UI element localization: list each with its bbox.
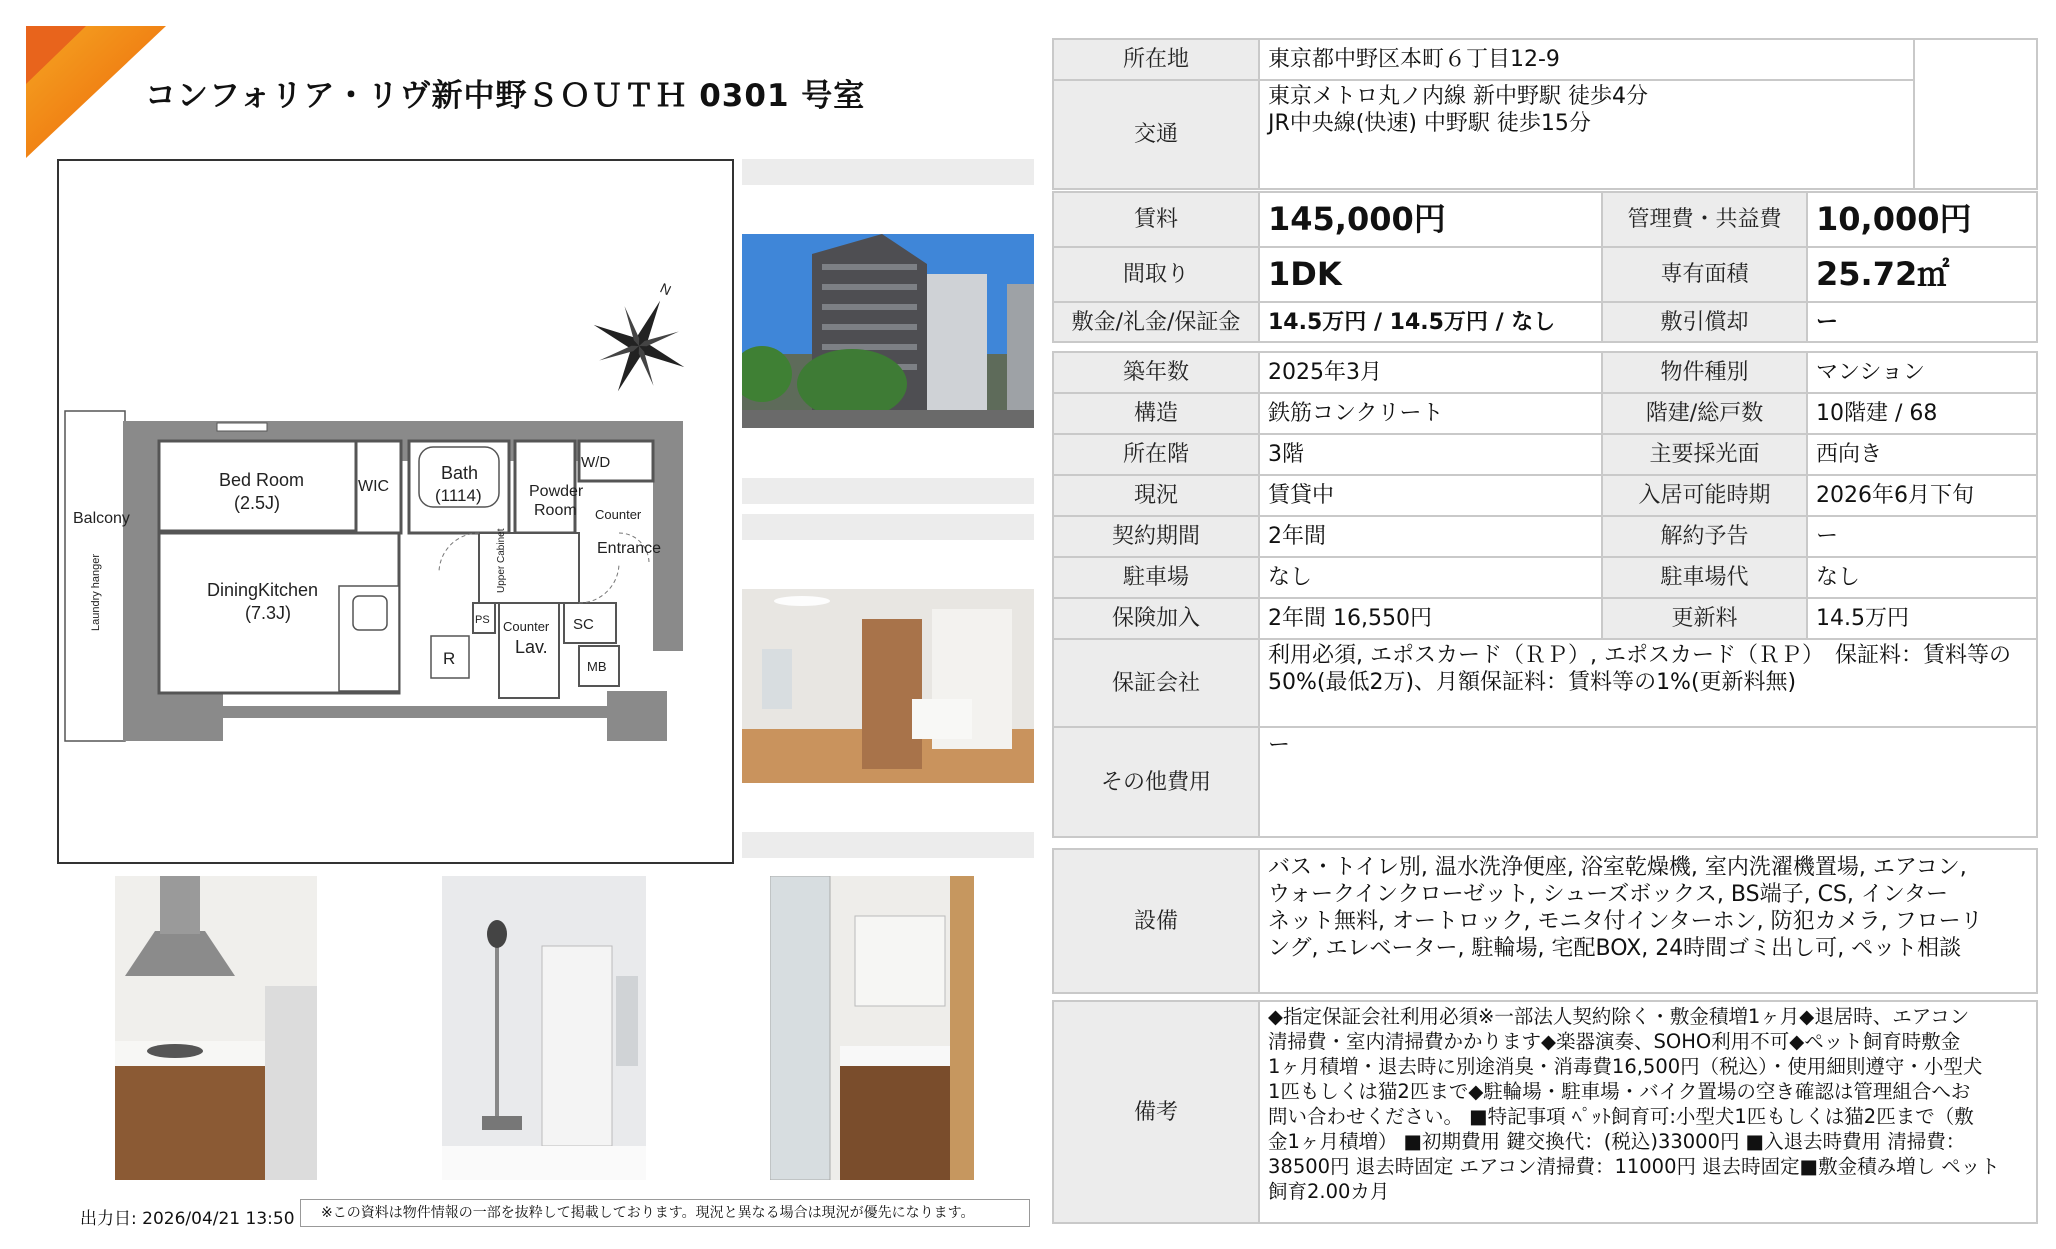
bathroom-photo xyxy=(442,876,646,1180)
r-label: R xyxy=(443,649,456,668)
interior-room-photo xyxy=(742,589,1034,783)
sc-label: SC xyxy=(573,616,594,633)
contract-label: 契約期間 xyxy=(1053,516,1259,557)
kitchen-photo xyxy=(115,876,317,1180)
building-exterior-photo xyxy=(742,234,1034,428)
equipment-label: 設備 xyxy=(1053,849,1259,993)
notes-line-3: 1ヶ月積増・退去時に別途消臭・消毒費16,500円（税込）・使用細則遵守・小型犬 xyxy=(1268,1055,1983,1078)
notice-value: ー xyxy=(1807,516,2037,557)
balcony-label: Balcony xyxy=(73,510,130,527)
bed-room-label: Bed Room xyxy=(219,470,305,490)
insurance-label: 保険加入 xyxy=(1053,598,1259,639)
floors-value: 10階建 / 68 xyxy=(1807,393,2037,434)
address-label: 所在地 xyxy=(1053,39,1259,80)
equipment-line-2: ウォークインクローゼット, シューズボックス, BS端子, CS, インター xyxy=(1268,882,1949,907)
equipment-line-3: ネット無料, オートロック, モニタ付インターホン, 防犯カメラ, フローリ xyxy=(1268,909,1983,934)
shikibiki-value: ー xyxy=(1807,302,2037,342)
built-value: 2025年3月 xyxy=(1259,352,1602,393)
ps-label: PS xyxy=(475,614,490,626)
washroom-photo xyxy=(770,876,974,1180)
other-fees-label: その他費用 xyxy=(1053,727,1259,837)
mgmt-fee-value: 10,000円 xyxy=(1807,192,2037,247)
mb-label: MB xyxy=(587,659,607,674)
area-label: 専有面積 xyxy=(1602,247,1807,302)
insurance-value: 2年間 16,550円 xyxy=(1259,598,1602,639)
dining-kitchen-label: DiningKitchen xyxy=(207,580,319,600)
disclaimer-note: ※この資料は物件情報の一部を抜粋して掲載しております。現況と異なる場合は現況が優先になります。 xyxy=(300,1199,1030,1227)
wic-label: WIC xyxy=(358,478,390,495)
counter-label-a: Counter xyxy=(595,507,642,522)
bath-label: Bath xyxy=(441,463,479,483)
floor-value: 3階 xyxy=(1259,434,1602,475)
dining-kitchen-size: (7.3J) xyxy=(245,603,292,623)
guarantor-line-1: 利用必須, エポスカード（ＲＰ）, エポスカード（ＲＰ） 保証料：賃料等の xyxy=(1268,643,2011,668)
details-table xyxy=(1052,351,2038,838)
notes-label: 備考 xyxy=(1053,1001,1259,1223)
wd-label: W/D xyxy=(581,454,611,471)
powder-label: Powder xyxy=(529,483,584,500)
light-value: 西向き xyxy=(1807,434,2037,475)
photo-placeholder xyxy=(742,514,1034,540)
transit-line-2: JR中央線(快速) 中野駅 徒歩15分 xyxy=(1268,111,1591,136)
area-value: 25.72㎡ xyxy=(1807,247,2037,302)
equipment-table xyxy=(1052,848,2038,994)
photo-placeholder xyxy=(742,478,1034,504)
upper-cabinet-label: Upper Cabinet xyxy=(496,528,507,593)
mgmt-fee-label: 管理費・共益費 xyxy=(1602,192,1807,247)
qr-cell xyxy=(1914,39,2037,189)
notes-line-5: 問い合わせください。 ■特記事項 ﾍﾟｯﾄ飼育可:小型犬1匹もしくは猫2匹まで（敷 xyxy=(1268,1105,1974,1128)
transit-value xyxy=(1259,80,1914,189)
equipment-line-1: バス・トイレ別, 温水洗浄便座, 浴室乾燥機, 室内洗濯機置場, エアコン, xyxy=(1268,855,1967,880)
property-title: コンフォリア・リヴ新中野ＳＯＵＴＨ 0301 号室 xyxy=(145,78,866,114)
property-type-value: マンション xyxy=(1807,352,2037,393)
photo-placeholder xyxy=(742,159,1034,185)
layout-label: 間取り xyxy=(1053,247,1259,302)
floors-label: 階建/総戸数 xyxy=(1602,393,1807,434)
status-label: 現況 xyxy=(1053,475,1259,516)
guarantor-label: 保証会社 xyxy=(1053,639,1259,727)
notes-line-2: 清掃費・室内清掃費かかります◆楽器演奏、SOHO利用不可◆ペット飼育時敷金 xyxy=(1268,1030,1961,1053)
transit-line-1: 東京メトロ丸ノ内線 新中野駅 徒歩4分 xyxy=(1268,84,1648,109)
structure-value: 鉄筋コンクリート xyxy=(1259,393,1602,434)
lav-label: Lav. xyxy=(515,637,548,657)
notes-line-7: 38500円 退去時固定 エアコン清掃費：11000円 退去時固定■敷金積み増し ペット xyxy=(1268,1155,2000,1178)
transit-label: 交通 xyxy=(1053,80,1259,189)
equipment-value xyxy=(1259,849,2037,993)
parking-fee-label: 駐車場代 xyxy=(1602,557,1807,598)
north-label: N xyxy=(657,279,674,299)
other-fees-value: ー xyxy=(1259,727,2037,837)
notes-table xyxy=(1052,1000,2038,1224)
guarantor-line-2: 50%(最低2万)、月額保証料：賃料等の1%(更新料無) xyxy=(1268,670,1797,695)
powder-label-2: Room xyxy=(534,502,577,519)
structure-label: 構造 xyxy=(1053,393,1259,434)
light-label: 主要採光面 xyxy=(1602,434,1807,475)
counter-label-b: Counter xyxy=(503,619,550,634)
notes-value xyxy=(1259,1001,2037,1223)
location-table xyxy=(1052,38,2038,190)
parking-fee-value: なし xyxy=(1807,557,2037,598)
property-type-label: 物件種別 xyxy=(1602,352,1807,393)
floor-plan-drawing xyxy=(59,161,732,862)
deposit-value: 14.5万円 / 14.5万円 / なし xyxy=(1259,302,1602,342)
guarantor-value xyxy=(1259,639,2037,727)
floor-label: 所在階 xyxy=(1053,434,1259,475)
equipment-line-4: ング, エレベーター, 駐輪場, 宅配BOX, 24時間ゴミ出し可, ペット相談 xyxy=(1268,936,1962,961)
shikibiki-label: 敷引償却 xyxy=(1602,302,1807,342)
output-date: 出力日: 2026/04/21 13:50 xyxy=(80,1209,295,1229)
status-value: 賃貸中 xyxy=(1259,475,1602,516)
notes-line-4: 1匹もしくは猫2匹まで◆駐輪場・駐車場・バイク置場の空き確認は管理組合へお xyxy=(1268,1080,1971,1103)
rent-label: 賃料 xyxy=(1053,192,1259,247)
bath-size: (1114) xyxy=(435,486,482,505)
photo-placeholder xyxy=(742,832,1034,858)
entrance-label: Entrance xyxy=(597,540,662,557)
rent-table xyxy=(1052,191,2038,343)
deposit-label: 敷金/礼金/保証金 xyxy=(1053,302,1259,342)
rent-value: 145,000円 xyxy=(1259,192,1602,247)
compass-icon xyxy=(573,261,715,413)
contract-value: 2年間 xyxy=(1259,516,1602,557)
notice-label: 解約予告 xyxy=(1602,516,1807,557)
renewal-value: 14.5万円 xyxy=(1807,598,2037,639)
move-in-value: 2026年6月下旬 xyxy=(1807,475,2037,516)
notes-line-1: ◆指定保証会社利用必須※一部法人契約除く・敷金積増1ヶ月◆退居時、エアコン xyxy=(1268,1005,1970,1028)
address-value: 東京都中野区本町６丁目12-9 xyxy=(1259,39,1914,80)
bed-room-size: (2.5J) xyxy=(234,493,281,513)
layout-value: 1DK xyxy=(1259,247,1602,302)
floor-plan xyxy=(57,159,734,864)
laundry-label: Laundry hanger xyxy=(90,553,102,631)
renewal-label: 更新料 xyxy=(1602,598,1807,639)
parking-value: なし xyxy=(1259,557,1602,598)
notes-line-8: 飼育2.00カ月 xyxy=(1268,1180,1390,1203)
parking-label: 駐車場 xyxy=(1053,557,1259,598)
move-in-label: 入居可能時期 xyxy=(1602,475,1807,516)
notes-line-6: 金1ヶ月積増） ■初期費用 鍵交換代：(税込)33000円 ■入退去時費用 清掃費： xyxy=(1268,1130,1966,1153)
built-label: 築年数 xyxy=(1053,352,1259,393)
